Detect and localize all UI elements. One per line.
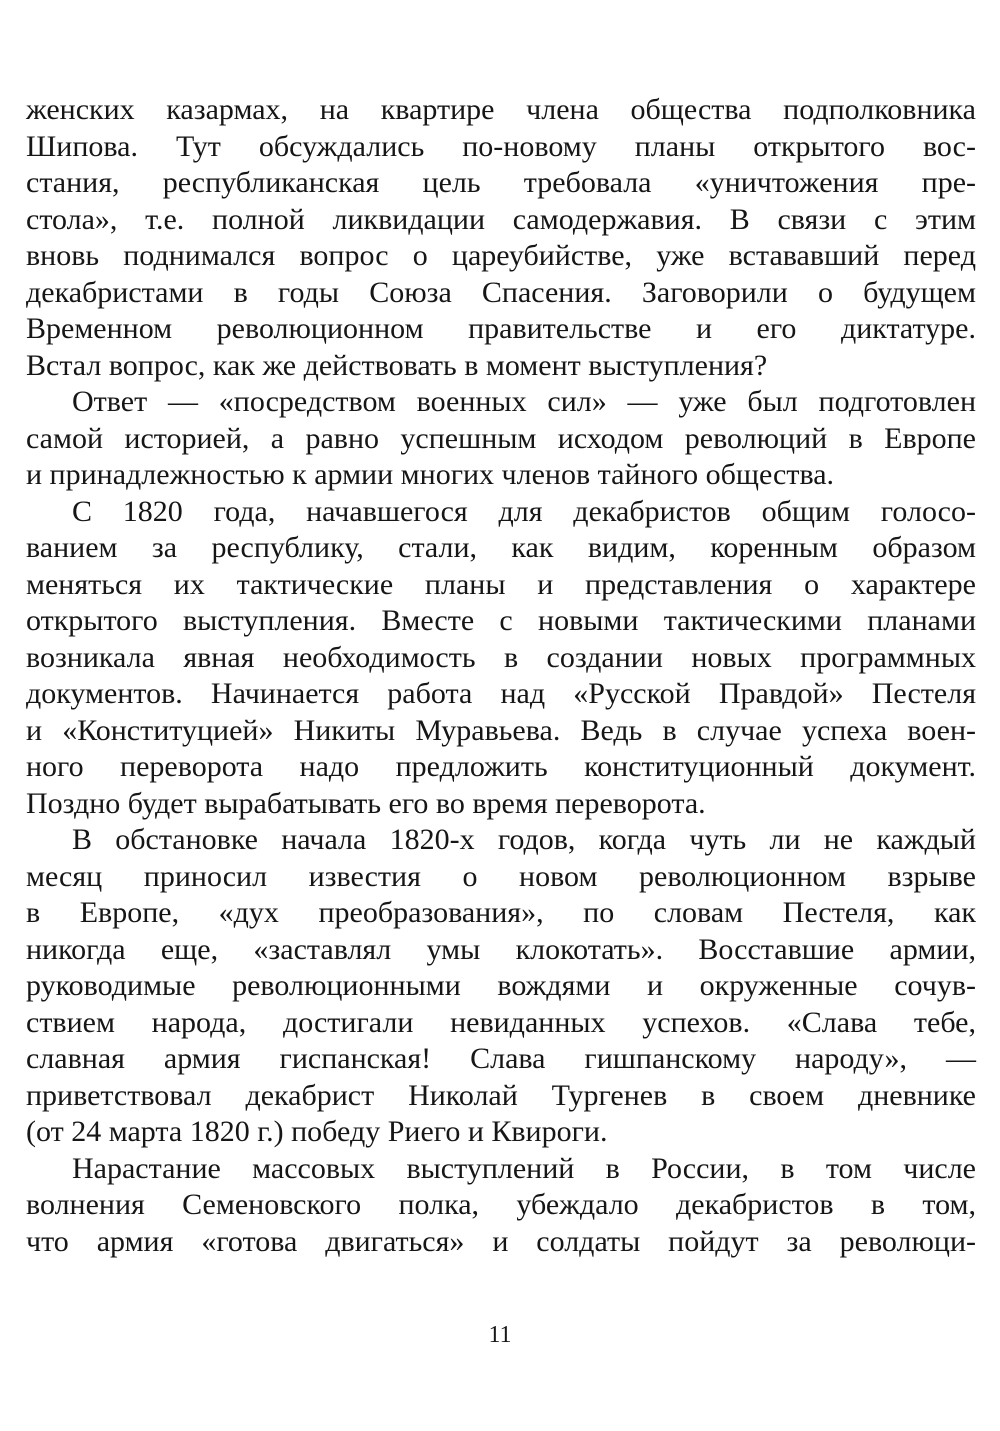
- text-line: руководимые революционными вождями и окруженные сочув-: [26, 969, 976, 1002]
- text-line: ного переворота надо предложить конституционный документ.: [26, 750, 976, 783]
- text-line: женских казармах, на квартире члена общества подполковника: [26, 93, 976, 126]
- text-line: приветствовал декабрист Николай Тургенев в своем дневнике: [26, 1078, 976, 1112]
- text-line: ванием за республику, стали, как видим, коренным образом: [26, 531, 976, 564]
- text-line: и «Конституцией» Никиты Муравьева. Ведь в случае успеха воен-: [26, 713, 976, 747]
- text-line: (от 24 марта 1820 г.) победу Риего и Квироги.: [26, 1115, 608, 1148]
- body-text: [26, 92, 976, 1260]
- text-line: открытого выступления. Вместе с новыми тактическими планами: [26, 604, 976, 637]
- text-line: Шипова. Тут обсуждались по-новому планы открытого вос-: [26, 129, 976, 163]
- text-line: и принадлежностью к армии многих членов тайного общества.: [26, 458, 835, 491]
- text-line: никогда еще, «заставлял умы клокотать». Восставшие армии,: [26, 932, 976, 966]
- text-line: самой историей, а равно успешным исходом революций в Европе: [26, 421, 976, 455]
- text-line: стания, республиканская цель требовала «уничтожения пре-: [26, 166, 976, 199]
- text-line: стола», т.е. полной ликвидации самодержавия. В связи с этим: [26, 202, 976, 236]
- text-line: возникала явная необходимость в создании новых программных: [26, 640, 976, 674]
- text-line: Встал вопрос, как же действовать в момент выступления?: [26, 348, 768, 382]
- text-line: ствием народа, достигали невиданных успехов. «Слава тебе,: [26, 1005, 976, 1039]
- text-line: что армия «готова двигаться» и солдаты пойдут за революци-: [26, 1224, 976, 1258]
- text-line: В обстановке начала 1820-х годов, когда чуть ли не каждый: [72, 823, 976, 856]
- text-line: волнения Семеновского полка, убеждало декабристов в том,: [26, 1188, 976, 1221]
- text-line: в Европе, «дух преобразования», по словам Пестеля, как: [26, 896, 976, 929]
- text-line: Временном революционном правительстве и его диктатуре.: [26, 312, 976, 345]
- text-line: Поздно будет вырабатывать его во время переворота.: [26, 786, 706, 820]
- text-line: С 1820 года, начавшегося для декабристов общим голосо-: [72, 494, 976, 528]
- text-line: Нарастание массовых выступлений в России, в том числе: [72, 1151, 976, 1185]
- text-line: декабристами в годы Союза Спасения. Заговорили о будущем: [26, 275, 976, 309]
- text-line: месяц приносил известия о новом революционном взрыве: [26, 859, 976, 893]
- text-line: славная армия гиспанская! Слава гишпанскому народу», —: [26, 1042, 976, 1075]
- page-number: 11: [488, 1322, 512, 1348]
- text-line: меняться их тактические планы и представления о характере: [26, 567, 976, 601]
- text-line: вновь поднимался вопрос о цареубийстве, уже встававший перед: [26, 239, 976, 272]
- text-line: документов. Начинается работа над «Русской Правдой» Пестеля: [26, 677, 976, 710]
- text-line: Ответ — «посредством военных сил» — уже был подготовлен: [72, 385, 976, 418]
